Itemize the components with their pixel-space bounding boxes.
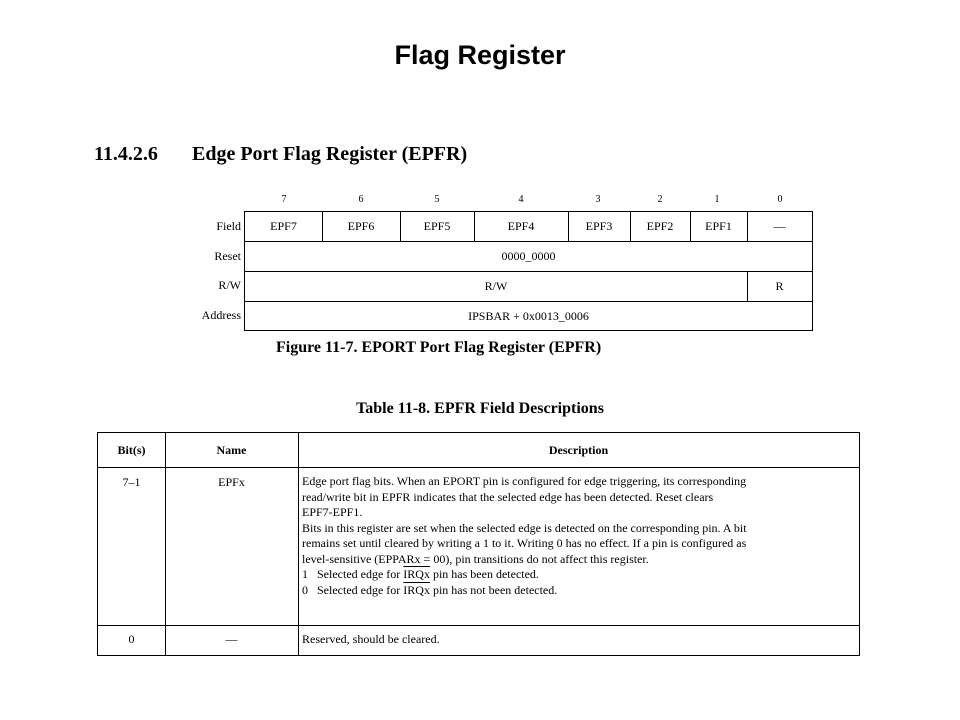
description-line: remains set until cleared by writing a 1 to it. Writing 0 has no effect. If a pin is configured as: [302, 536, 747, 550]
field-description-table: [97, 432, 860, 656]
bit-number-row: [245, 194, 813, 208]
description-line: read/write bit in EPFR indicates that the selected edge has been detected. Reset clears: [302, 489, 714, 504]
row-description: [302, 632, 856, 648]
bit-number: 4: [518, 194, 524, 205]
row-label-field: Field: [216, 219, 241, 233]
value-text: pin has been detected.: [429, 567, 539, 581]
section-title: Edge Port Flag Register (EPFR): [192, 143, 468, 165]
table-caption: Table 11-8. EPFR Field Descriptions: [356, 400, 604, 417]
field-cell: EPF5: [423, 219, 451, 233]
row-description: [302, 474, 856, 598]
rw-bit0-value: R: [775, 279, 784, 293]
bit-number: 0: [777, 194, 783, 205]
address-value: IPSBAR + 0x0013_0006: [468, 308, 589, 323]
bit-number: 7: [281, 194, 287, 205]
irq-signal: IRQx: [403, 567, 430, 581]
row-bits: 0: [128, 632, 135, 646]
row-bits: 7–1: [122, 475, 141, 489]
value-text: 0 Selected edge for: [302, 582, 404, 597]
bit-number: 3: [595, 194, 601, 205]
grid-line: [98, 467, 859, 468]
slide-title: Flag Register: [394, 40, 566, 70]
description-line: Reserved, should be cleared.: [302, 632, 440, 646]
section-heading: [94, 143, 467, 166]
description-line: level-sensitive (EPPARx = 00), pin transitions do not affect this register.: [302, 551, 649, 566]
irq-signal: IRQx: [403, 582, 430, 597]
value-description-1: [302, 567, 856, 583]
description-line: EPF7-EPF1.: [302, 505, 363, 519]
row-name: EPFx: [218, 475, 245, 489]
bit-number: 6: [358, 194, 364, 205]
field-cell: EPF7: [270, 219, 297, 233]
field-cell: EPF4: [507, 219, 535, 233]
figure-caption: Figure 11-7. EPORT Port Flag Register (EPFR): [276, 339, 602, 356]
row-label-address: Address: [201, 308, 241, 322]
row-label-rw: R/W: [218, 278, 241, 292]
field-cell: EPF1: [705, 219, 732, 233]
bit-number: 2: [657, 194, 663, 205]
header-name: Name: [216, 442, 247, 457]
row-label-reset: Reset: [214, 249, 241, 263]
reset-value: 0000_0000: [501, 249, 556, 263]
field-cell: EPF6: [347, 219, 375, 233]
rw-value: R/W: [484, 279, 508, 293]
value-text: 1 Selected edge for: [302, 567, 404, 581]
field-cell: —: [773, 219, 786, 233]
value-text: pin has not been detected.: [429, 582, 558, 597]
description-line: Bits in this register are set when the selected edge is detected on the corresponding pin. A bit: [302, 520, 747, 535]
grid-line: [98, 625, 859, 626]
bit-number: 1: [714, 194, 720, 205]
row-name: —: [225, 632, 238, 646]
bit-number: 5: [434, 194, 440, 205]
register-diagram: [244, 211, 813, 331]
field-cell: EPF3: [585, 219, 613, 233]
value-description-0: [302, 583, 856, 599]
description-line: Edge port flag bits. When an EPORT pin is configured for edge triggering, its corresponding: [302, 474, 747, 488]
header-bits: Bit(s): [117, 442, 146, 457]
field-cell: EPF2: [646, 219, 674, 233]
section-number: 11.4.2.6: [94, 143, 158, 165]
header-description: Description: [548, 442, 609, 457]
